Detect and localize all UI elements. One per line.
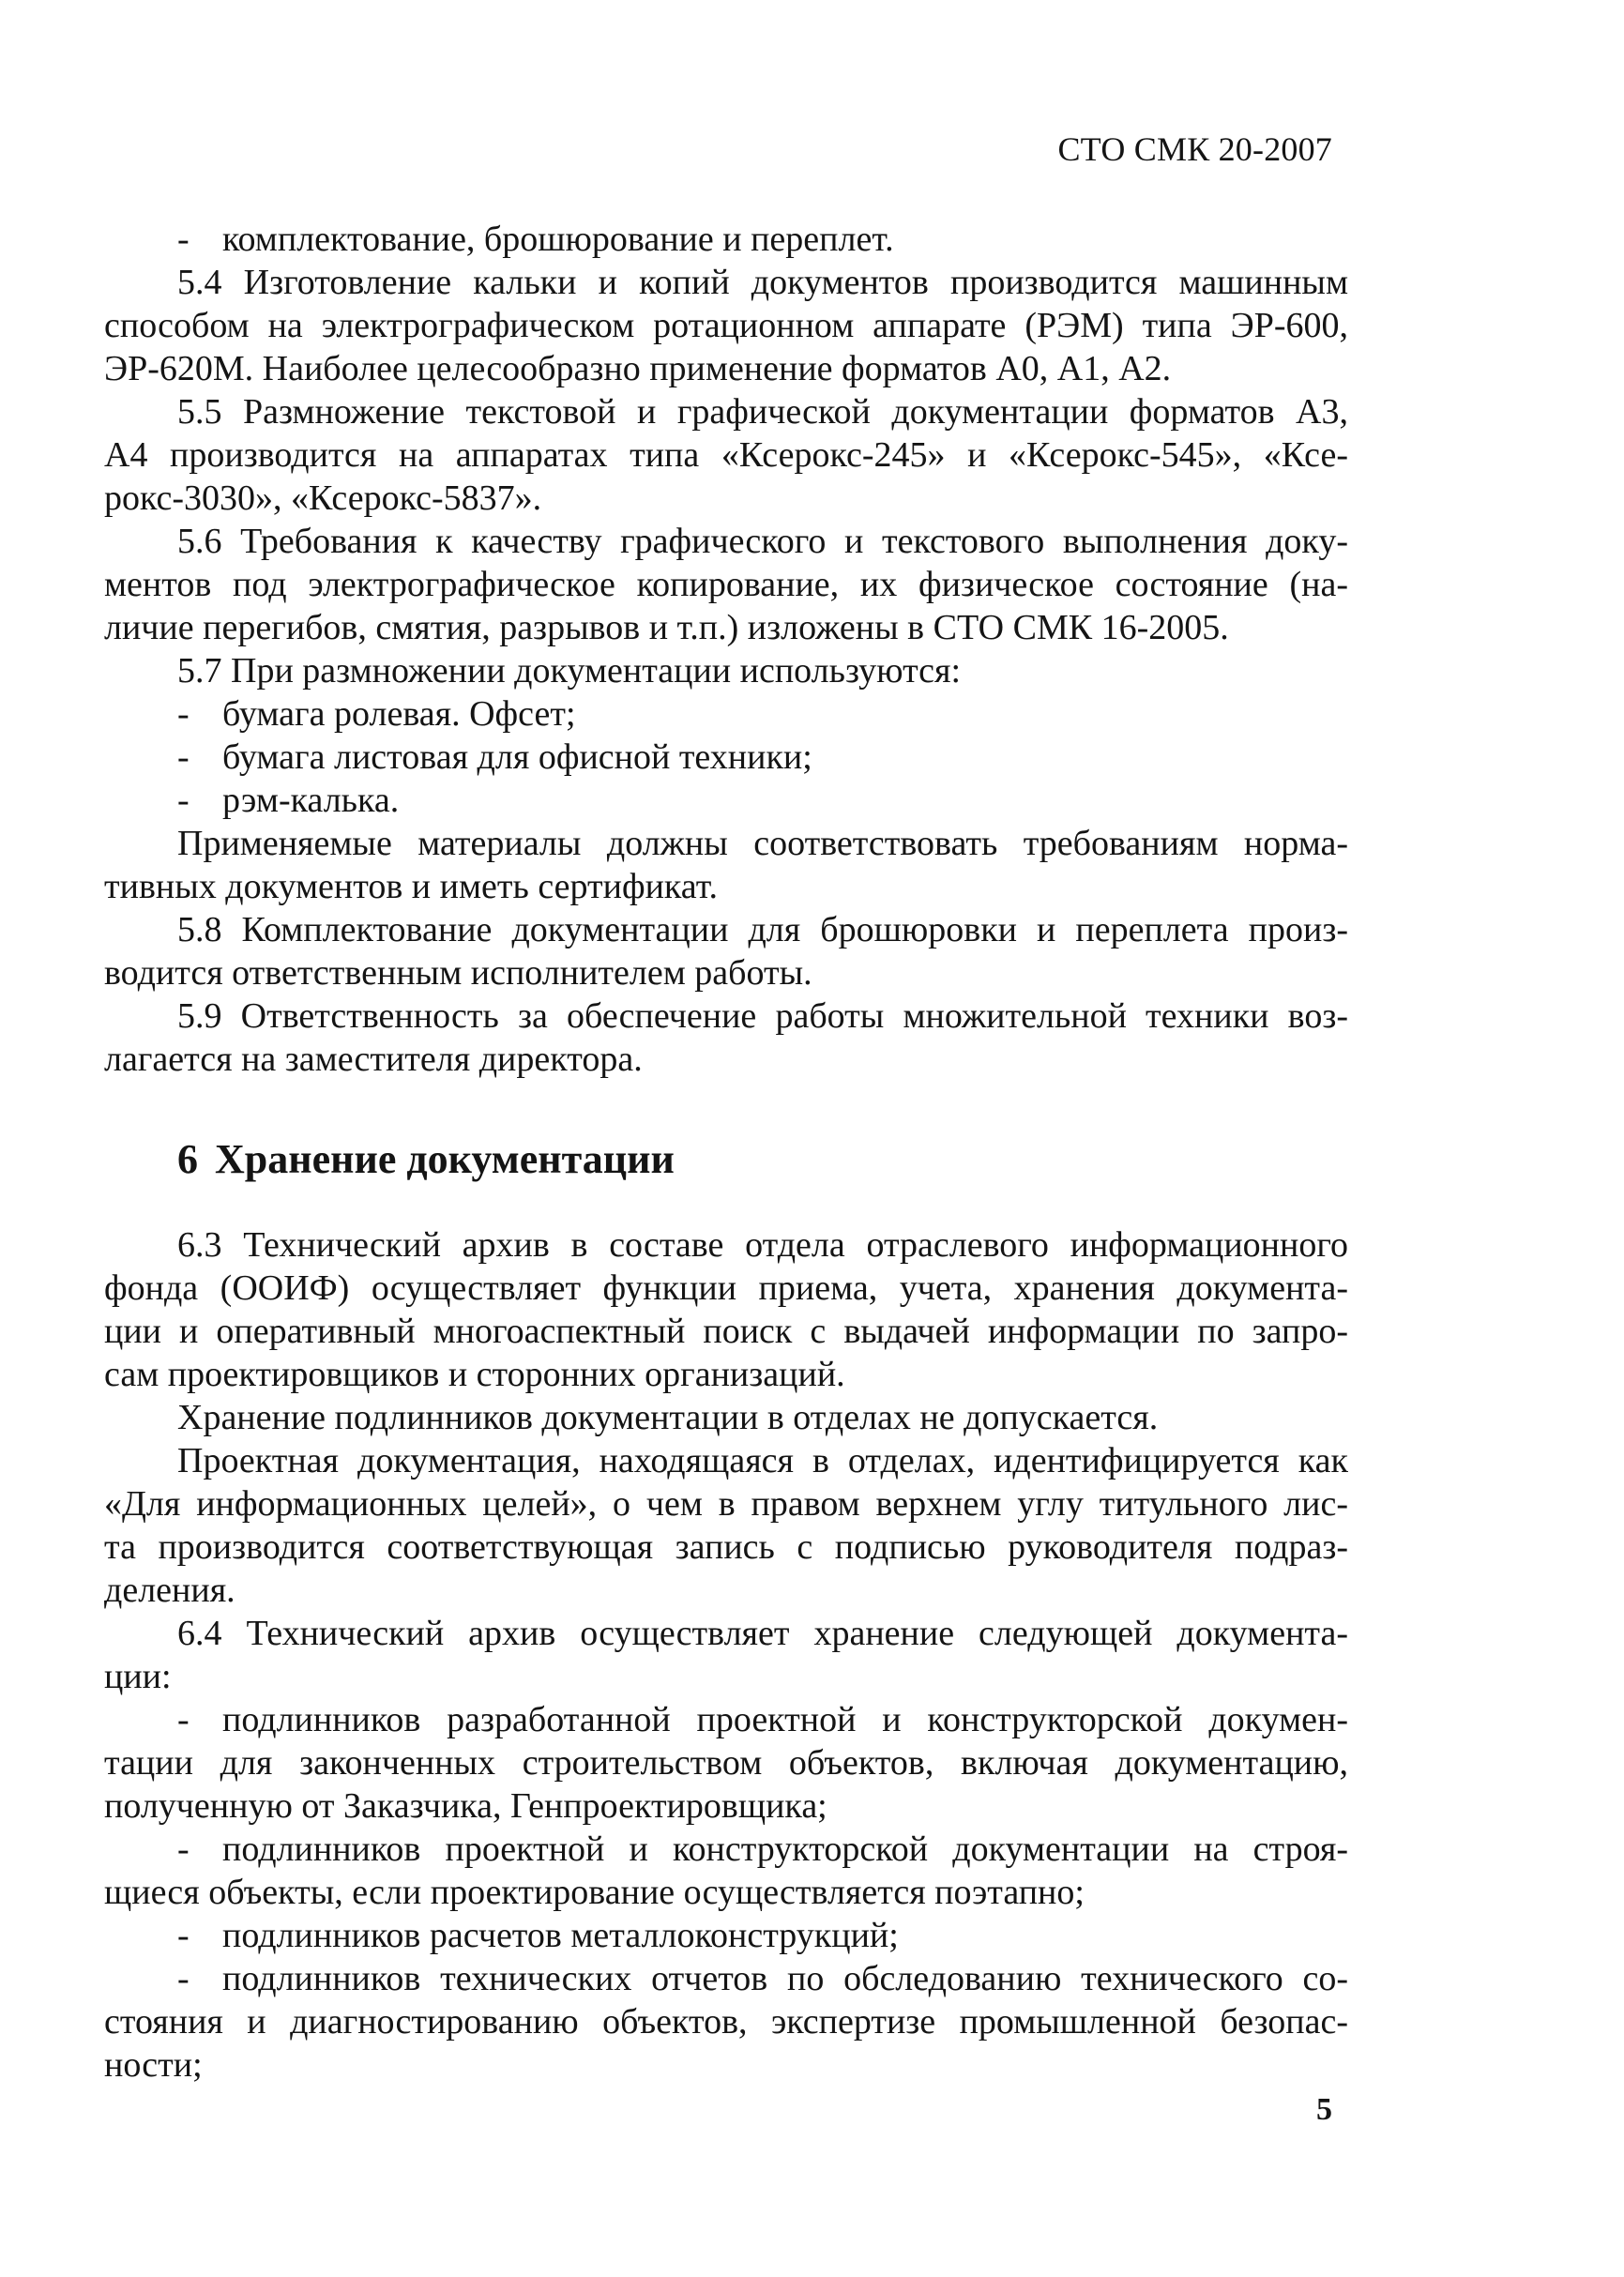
paragraph-line: 5.8 Комплектование документации для брошюровки и переплета произ-	[177, 910, 1348, 949]
paragraph-line: полученную от Заказчика, Генпроектировщика;	[104, 1786, 827, 1826]
paragraph-line: 5.7 При размножении документации используются:	[177, 651, 962, 691]
bullet-dash: -	[177, 1916, 190, 1955]
list-item: - подлинников технических отчетов по обследованию технического со-	[177, 1959, 1348, 1998]
paragraph-line: та производится соответствующая запись с подписью руководителя подраз-	[104, 1527, 1348, 1567]
list-item: - подлинников разработанной проектной и конструкторской докумен-	[177, 1700, 1348, 1739]
page-number: 5	[1316, 2092, 1332, 2127]
paragraph-line: Проектная документация, находящаяся в отделах, идентифицируется как	[177, 1441, 1348, 1480]
paragraph-line: А4 производится на аппаратах типа «Ксерокс-245» и «Ксерокс-545», «Ксе-	[104, 435, 1348, 475]
page-body	[104, 218, 1348, 2087]
paragraph-line: лагается на заместителя директора.	[104, 1040, 643, 1079]
list-item: - рэм-калька.	[177, 781, 400, 820]
list-item: - бумага листовая для офисной техники;	[177, 737, 812, 777]
paragraph-line: тивных документов и иметь сертификат.	[104, 867, 718, 906]
bullet-dash: -	[177, 220, 190, 259]
paragraph-line: «Для информационных целей», о чем в правом верхнем углу титульного лис-	[104, 1484, 1348, 1524]
paragraph-line: щиеся объекты, если проектирование осуществляется поэтапно;	[104, 1873, 1085, 1912]
bullet-dash: -	[177, 1829, 190, 1869]
paragraph-line: рокс-3030», «Ксерокс-5837».	[104, 478, 542, 518]
paragraph-line: 5.4 Изготовление кальки и копий документов производится машинным	[177, 263, 1348, 302]
section-title: Хранение документации	[215, 1136, 675, 1182]
bullet-dash: -	[177, 694, 190, 734]
paragraph-line: способом на электрографическом ротационном аппарате (РЭМ) типа ЭР-600,	[104, 306, 1348, 345]
bullet-dash: -	[177, 737, 190, 777]
paragraph-line: ментов под электрографическое копирование, их физическое состояние (на-	[104, 565, 1348, 604]
list-item: - подлинников расчетов металлоконструкций;	[177, 1916, 899, 1955]
document-code-header: СТО СМК 20-2007	[1057, 130, 1332, 168]
paragraph-line: 6.3 Технический архив в составе отдела отраслевого информационного	[177, 1225, 1348, 1265]
list-item: - подлинников проектной и конструкторской документации на строя-	[177, 1829, 1348, 1869]
paragraph-line: 5.6 Требования к качеству графического и текстового выполнения доку-	[177, 522, 1348, 561]
paragraph-line: деления.	[104, 1571, 235, 1610]
section-heading	[104, 1131, 1348, 1188]
paragraph-line: 6.4 Технический архив осуществляет хранение следующей документа-	[177, 1614, 1348, 1653]
paragraph-line: 5.9 Ответственность за обеспечение работы множительной техники воз-	[177, 996, 1348, 1036]
paragraph-line: Применяемые материалы должны соответствовать требованиям норма-	[177, 824, 1348, 863]
paragraph-line: ности;	[104, 2045, 203, 2085]
bullet-dash: -	[177, 781, 190, 820]
list-item: - комплектование, брошюрование и переплет.	[177, 220, 894, 259]
paragraph-line: фонда (ООИФ) осуществляет функции приема, учета, хранения документа-	[104, 1268, 1348, 1308]
paragraph-line: Хранение подлинников документации в отделах не допускается.	[177, 1398, 1159, 1437]
paragraph-line: ции и оперативный многоаспектный поиск с выдачей информации по запро-	[104, 1312, 1348, 1351]
paragraph-line: водится ответственным исполнителем работы.	[104, 953, 812, 993]
paragraph-line: личие перегибов, смятия, разрывов и т.п.) изложены в СТО СМК 16-2005.	[104, 608, 1229, 647]
paragraph-line: ции:	[104, 1657, 172, 1696]
paragraph-line: ЭР-620М. Наиболее целесообразно применение форматов А0, А1, А2.	[104, 349, 1172, 388]
section-number: 6	[177, 1136, 198, 1182]
paragraph-line: 5.5 Размножение текстовой и графической документации форматов А3,	[177, 392, 1348, 432]
paragraph-line: тации для законченных строительством объектов, включая документацию,	[104, 1743, 1348, 1783]
paragraph-line: сам проектировщиков и сторонних организаций.	[104, 1355, 845, 1394]
bullet-dash: -	[177, 1959, 190, 1998]
paragraph-line: стояния и диагностированию объектов, экспертизе промышленной безопас-	[104, 2002, 1348, 2042]
bullet-dash: -	[177, 1700, 190, 1739]
list-item: - бумага ролевая. Офсет;	[177, 694, 576, 734]
